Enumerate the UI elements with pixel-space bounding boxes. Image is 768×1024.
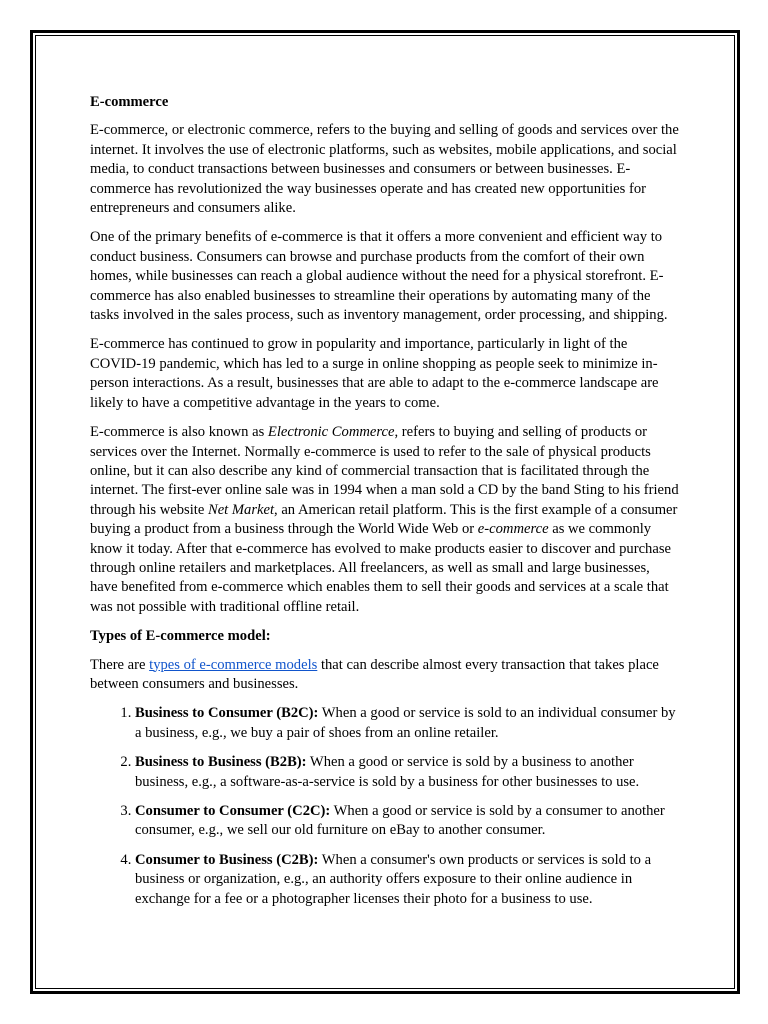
history-italic-electronic-commerce: Electronic Commerce (267, 424, 395, 441)
model-description: When a good or service is sold by a consumer to another consumer, e.g., we sell our old furniture on eBay to another consumer. (135, 803, 665, 839)
types-intro-after: that can describe almost every transaction that takes place between consumers and businesses. (90, 656, 659, 692)
history-italic-e-commerce: e-commerce (477, 521, 549, 538)
model-description: When a good or service is sold by a business to another business, e.g., a software-as-a-service is sold by a business for other businesses to use. (135, 754, 640, 790)
history-text-2: , refers to buying and selling of products or services over the Internet. Normally e-commerce is used to refer to the sale of physical products online, but it can also describe any kind of commercial transaction that is facilitated through the internet. The first-ever online sale was in 1994 when a man sold a CD by the band Sting to his friend through his website (90, 424, 679, 518)
paragraph-history (90, 423, 680, 617)
list-item-c2c (135, 802, 680, 841)
types-intro-before: There are (90, 656, 150, 673)
list-item-c2b (135, 851, 680, 909)
paragraph-definition: E-commerce, or electronic commerce, refers to the buying and selling of goods and services over the internet. It involves the use of electronic platforms, such as websites, mobile applications, and social media, to conduct transactions between businesses and consumers or between businesses. E-commerce has revolutionized the way businesses operate and has created new opportunities for entrepreneurs and consumers alike. (90, 122, 679, 217)
model-title: Business to Business (B2B): (135, 754, 307, 771)
history-italic-net-market: Net Market (207, 501, 275, 518)
model-description: When a good or service is sold to an individual consumer by a business, e.g., we buy a pair of shoes from an online retailer. (135, 705, 676, 741)
model-title: Consumer to Business (C2B): (135, 851, 319, 868)
model-title: Consumer to Consumer (C2C): (135, 803, 331, 819)
model-title: Business to Consumer (B2C): (135, 705, 319, 722)
document-body (90, 93, 680, 919)
types-intro (90, 656, 680, 695)
paragraph-benefits: One of the primary benefits of e-commerce is that it offers a more convenient and efficient way to conduct business. Consumers can browse and purchase products from the comfort of their own homes, while businesses can reach a global audience without the need for a physical storefront. E-commerce has also enabled businesses to streamline their operations by automating many of the tasks involved in the sales process, such as inventory management, order processing, and shipping. (90, 229, 668, 324)
list-item-b2b (135, 753, 680, 792)
history-text-4: as we commonly know it today. After that e-commerce has evolved to make products easier to discover and purchase through online retailers and marketplaces. All freelancers, as well as small and large businesses, have benefited from e-commerce which enables them to sell their goods and services at a scale that was not possible with traditional offline retail. (90, 521, 671, 615)
model-description: When a consumer's own products or services is sold to a business or organization, e.g., an authority offers exposure to their online audience in exchange for a fee or a photographer licenses their photo for a business to use. (135, 851, 652, 907)
history-text-3: , an American retail platform. This is the first example of a consumer buying a product from a business through the World Wide Web or (90, 501, 678, 538)
types-heading: Types of E-commerce model: (90, 628, 271, 645)
history-text-1: E-commerce is also known as (90, 424, 268, 441)
document-title: E-commerce (90, 94, 169, 110)
paragraph-growth: E-commerce has continued to grow in popularity and importance, particularly in light of the COVID-19 pandemic, which has led to a surge in online shopping as people seek to minimize in-person interactions. As a result, businesses that are able to adapt to the e-commerce landscape are likely to have a competitive advantage in the years to come. (90, 336, 659, 411)
list-item-b2c (135, 704, 680, 743)
types-of-ecommerce-models-link[interactable]: types of e-commerce models (149, 656, 318, 673)
ecommerce-model-list (90, 704, 680, 909)
